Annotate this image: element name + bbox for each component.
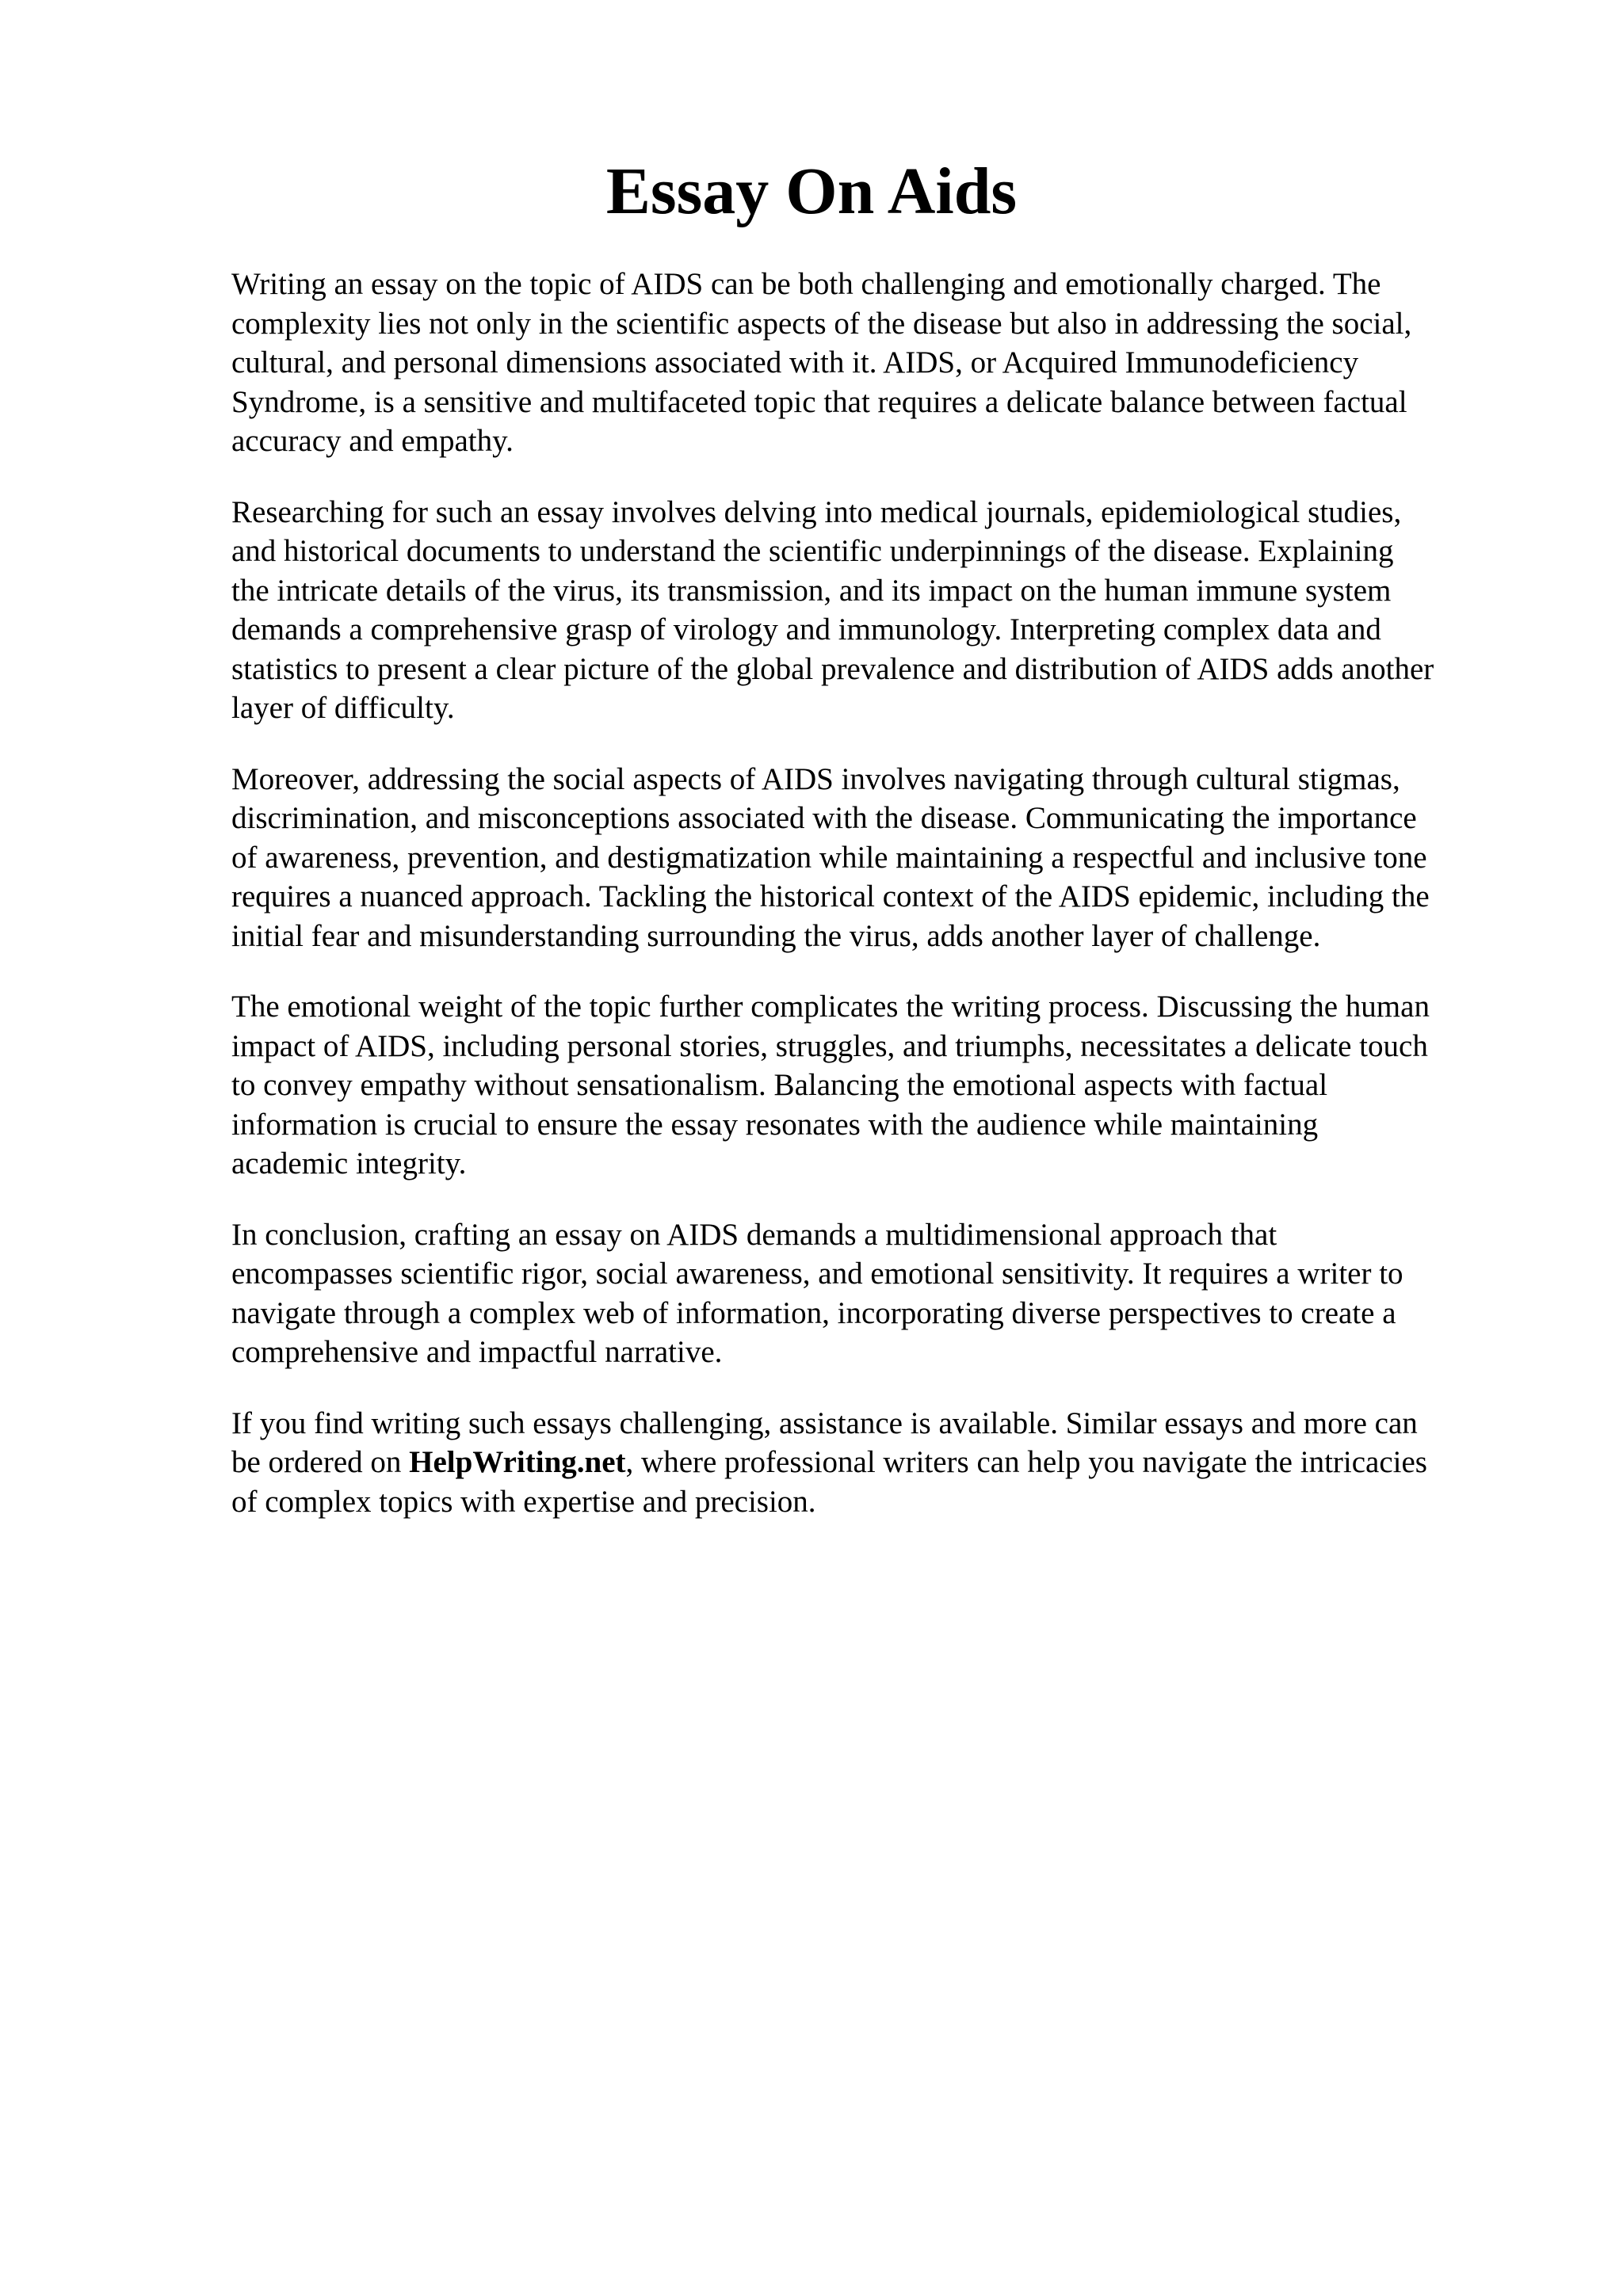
page-title: Essay On Aids xyxy=(605,154,1018,228)
closing-text-before: If you find writing such essays challenging, assistance is available. Similar essays and more can be ordered on xyxy=(231,1405,1418,1479)
helpwriting-link[interactable]: HelpWriting.net xyxy=(409,1445,626,1479)
closing-text-after: , where professional writers can help you navigate the intricacies of complex topics with expertise and precision. xyxy=(231,1445,1427,1519)
paragraph-social: Moreover, addressing the social aspects of AIDS involves navigating through cultural stigmas, discrimination, and misconceptions associated with the disease. Communicating the importance of awareness, prevention, and destigmatization while maintaining a respectful and inclusive tone requires a nuanced approach. Tackling the historical context of the AIDS epidemic, including the initial fear and misunderstanding surrounding the virus, adds another layer of challenge. xyxy=(231,761,1430,953)
paragraph-emotional: The emotional weight of the topic further complicates the writing process. Discussing the human impact of AIDS, including personal stories, struggles, and triumphs, necessitates a delicate touch to convey empathy without sensationalism. Balancing the emotional aspects with factual information is crucial to ensure the essay resonates with the audience while maintaining academic integrity. xyxy=(231,990,1430,1180)
paragraph-research: Researching for such an essay involves delving into medical journals, epidemiological studies, and historical documents to understand the scientific underpinnings of the disease. Explaining the intricate details of the virus, its transmission, and its impact on the human immune system demands a comprehensive grasp of virology and immunology. Interpreting complex data and statistics to present a clear picture of the global prevalence and distribution of AIDS adds another layer of difficulty. xyxy=(231,494,1434,725)
essay-body xyxy=(231,265,1531,1553)
paragraph-conclusion: In conclusion, crafting an essay on AIDS demands a multidimensional approach that encompasses scientific rigor, social awareness, and emotional sensitivity. It requires a writer to navigate through a complex web of information, incorporating diverse perspectives to create a comprehensive and impactful narrative. xyxy=(231,1217,1403,1369)
paragraph-intro: Writing an essay on the topic of AIDS can be both challenging and emotionally charged. The complexity lies not only in the scientific aspects of the disease but also in addressing the social, cultural, and personal dimensions associated with it. AIDS, or Acquired Immunodeficiency Syndrome, is a sensitive and multifaceted topic that requires a delicate balance between factual accuracy and empathy. xyxy=(231,267,1412,458)
paragraph-closing xyxy=(231,1404,1531,1522)
